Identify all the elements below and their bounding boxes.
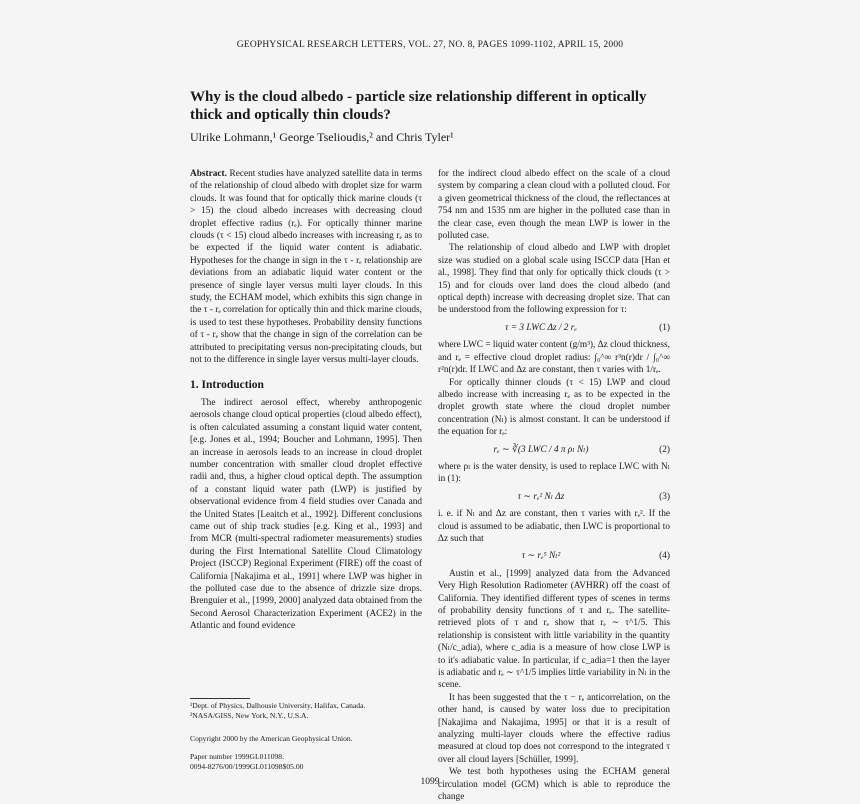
left-column	[190, 168, 422, 633]
paragraph: where LWC = liquid water content (g/m³), Δz cloud thickness, and rₑ = effective cloud droplet radius: ∫₀^∞ r³n(r)dr / ∫₀^∞ r²n(r)dr. If LWC and Δz are constant, then τ varies with 1/rₑ.	[438, 340, 670, 376]
paragraph: Austin et al., [1999] analyzed data from the Advanced Very High Resolution Radiometer (AVHRR) off the coast of California. They identified different types of scenes in terms of probability density functions of τ and rₑ. The satellite-retrieved plots of τ and rₑ show that rₑ ∼ τ^1/5. This relationship is consistent with little variability in the quantity (Nₗ/c_adia), where c_adia is a measure of how close LWP is to it's adiabatic value. In particular, if c_adia=1 then the layer is adiabatic and rₑ ∼ τ^1/5 implies little variability in Nₗ in the scene.	[438, 568, 670, 691]
copyright-notice: Copyright 2000 by the American Geophysical Union.	[190, 734, 353, 743]
paper-title: Why is the cloud albedo - particle size relationship different in optically thick and optically thin clouds?	[190, 89, 647, 123]
intro-paragraph: The indirect aerosol effect, whereby anthropogenic aerosols change cloud optical properties (cloud albedo effect), is often calculated assuming a constant liquid water content, [e.g. Jones et al., 1994; Boucher and Lohmann, 1995]. Then an increase in aerosols leads to an increase in cloud droplet number concentration with smaller cloud droplet effective radii and, thus, a higher cloud optical depth. The assumption of a constant liquid water path (LWP) is justified by observational evidence from 4 field studies over Canada and the United States [Leaitch et al., 1992]. Different conclusions came out of ship track studies [e.g. King et al., 1993] and from MCR (multi-spectral radiometer measurements) studies during the First International Satellite Cloud Climatology Project (ISCCP) Regional Experiment (FIRE) off the coast of California [Nakajima et al., 1991] where LWP was higher in the polluted case due to the absence of drizzle size drops. Brenguier et al., [1999, 2000] analyzed data obtained from the Second Aerosol Characterization Experiment (ACE2) in the Atlantic and found evidence	[190, 397, 422, 632]
paper-number: Paper number 1999GL011098.	[190, 752, 284, 761]
author-list: Ulrike Lohmann,¹ George Tselioudis,² and Chris Tyler¹	[190, 130, 454, 144]
footnote-2: ²NASA/GISS, New York, N.Y., U.S.A.	[190, 711, 309, 720]
equation-4: τ ∼ rₑ⁵ Nₗ² (4)	[521, 551, 670, 562]
paper-code: 0094-8276/00/1999GL011098$05.00	[190, 762, 304, 771]
abstract-text: Recent studies have analyzed satellite data in terms of the relationship of cloud albedo with droplet size for warm clouds. It was found that for optically thick marine clouds (τ > 15) the cloud albedo increases with decreasing cloud droplet effective radius (rₑ). For optically thinner marine clouds (τ < 15) cloud albedo increases with increasing rₑ as to be expected if the liquid water content is adiabatic. Hypotheses for the change in sign in the τ - rₑ relationship are deviations from an adiabatic liquid water content or the presence of single layer versus multi layer clouds. In this study, the ECHAM model, which exhibits this sign change in the τ - rₑ correlation for optically thin and thick marine clouds, is used to test these hypotheses. Probability density functions of τ - rₑ show that the change in sign of the correlation can be attributed to precipitating versus non-precipitating clouds, but not to the difference in single layer versus multi-layer clouds.	[190, 169, 422, 366]
equation-1: τ = 3 LWC Δz / 2 rₑ (1)	[505, 322, 670, 333]
paragraph: where ρₗ is the water density, is used to replace LWC with Nₗ in (1):	[438, 461, 670, 485]
equation-2: rₑ ∼ ∛(3 LWC / 4 π ρₗ Nₗ) (2)	[493, 444, 670, 455]
paragraph: for the indirect cloud albedo effect on the scale of a cloud system by comparing a clean cloud with a polluted cloud. For a given geometrical thickness of the cloud, the reflectances at 754 nm and 1535 nm are higher in the polluted case than in the clear case, even though the mean LWP is lower in the polluted case.	[438, 169, 670, 242]
paragraph: i. e. if Nₗ and Δz are constant, then τ varies with rₑ². If the cloud is assumed to be adiabatic, then LWC is proportional to Δz such that	[438, 509, 670, 544]
paragraph: For optically thinner clouds (τ < 15) LWP and cloud albedo increase with increasing rₑ as to be expected in the droplet growth state where the cloud droplet number concentration (Nₗ) is almost constant. It can be understood if the equation for rₑ:	[438, 377, 670, 438]
abstract-label: Abstract.	[190, 169, 227, 179]
footnote-1: ¹Dept. of Physics, Dalhousie University, Halifax, Canada.	[190, 701, 366, 710]
journal-header: GEOPHYSICAL RESEARCH LETTERS, VOL. 27, NO. 8, PAGES 1099-1102, APRIL 15, 2000	[236, 40, 624, 50]
abstract	[190, 168, 422, 367]
paragraph: The relationship of cloud albedo and LWP with droplet size was studied on a global scale using ISCCP data [Han et al., 1998]. They find that only for optically thick clouds (τ > 15) and for clouds over land does the cloud albedo (and optical depth) increase with decreasing droplet size. That can be understood from the following expression for τ:	[438, 243, 670, 316]
right-column	[438, 168, 670, 804]
footnotes	[190, 698, 430, 721]
section-heading: 1. Introduction	[190, 378, 264, 391]
page-number: 1099	[420, 777, 440, 787]
paper-info	[190, 752, 303, 772]
equation-3: τ ∼ rₑ² Nₗ Δz (3)	[517, 491, 670, 502]
paragraph: We test both hypotheses using the ECHAM general circulation model (GCM) which is able to reproduce the change	[438, 767, 670, 803]
paragraph: It has been suggested that the τ − rₑ anticorrelation, on the other hand, is caused by water loss due to precipitation [Nakajima and Nakajima, 1995] or that it is a result of analyzing multi-layer clouds where the effective radius measured at cloud top does not correspond to the integrated τ over all cloud layers [Schüller, 1999].	[438, 692, 670, 765]
footnote-rule	[190, 698, 250, 699]
